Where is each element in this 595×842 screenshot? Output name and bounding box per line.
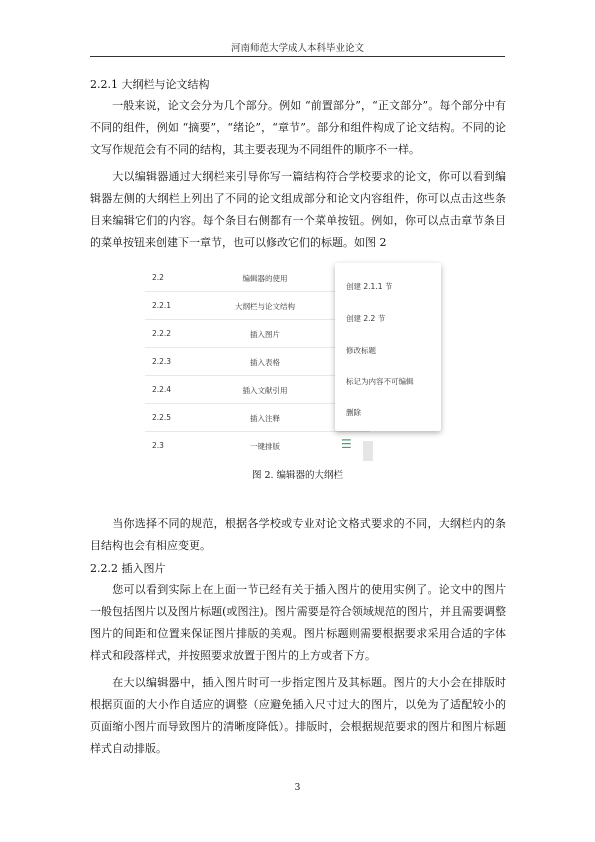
paragraph-text: 您可以看到实际上在上面一节已经有关于插入图片的使用实例了。论文中的图片一般包括图片以及图片标题(或图注)。图片需要是符合领域规范的图片，并且需要调整图片的间距和位置来保证图片排版的美观。图片标题则需要根据要求采用合适的字体样式和段落样式，并按照要求放置于图片的上方或者下方。	[90, 583, 506, 662]
menu-item-rename[interactable]: 修改标题	[346, 346, 376, 355]
paragraph	[90, 672, 506, 760]
section-heading-2-2-2: 2.2.2 插入图片	[90, 562, 166, 575]
scrollbar[interactable]	[363, 441, 373, 461]
paragraph	[90, 579, 506, 667]
paragraph-text: 一般来说，论文会分为几个部分。例如 “前置部分”，“正文部分”。每个部分中有不同的组件，例如 “摘要”，“绪论”，“章节”。部分和组件构成了论文结构。不同的论文写作规范会有不同的结构，其主要表现为不同组件的顺序不一样。	[90, 99, 506, 156]
section-heading-2-2-1: 2.2.1 大纲栏与论文结构	[90, 78, 210, 91]
paragraph-text: 大以编辑器通过大纲栏来引导你写一篇结构符合学校要求的论文，你可以看到编辑器左侧的大纲栏上列出了不同的论文组成部分和论文内容组件，你可以点击这些条目来编辑它们的内容。每个条目右侧都有一个菜单按钮。例如，你可以点击章节条目的菜单按钮来创建下一章节，也可以修改它们的标题。如图 2	[90, 170, 506, 249]
outline-row-title: 大纲栏与论文结构	[235, 302, 295, 311]
menu-item-lock-content[interactable]: 标记为内容不可编辑	[346, 377, 414, 386]
outline-row-title: 插入表格	[250, 358, 280, 367]
outline-row-number: 2.2	[152, 273, 164, 282]
outline-row-number: 2.3	[152, 441, 164, 450]
outline-row-title: 一键排版	[250, 442, 280, 451]
outline-figure	[145, 263, 447, 461]
outline-row-number: 2.2.1	[152, 301, 172, 310]
figure-caption: 图 2. 编辑器的大纲栏	[251, 470, 344, 481]
menu-icon[interactable]: ☰	[341, 437, 352, 451]
running-header: 河南师范大学成人本科毕业论文	[230, 43, 364, 54]
paragraph	[90, 513, 506, 557]
header-divider	[90, 56, 505, 57]
outline-row-number: 2.2.3	[152, 357, 172, 366]
context-menu	[335, 263, 441, 431]
paragraph-text: 当你选择不同的规范，根据各学校或专业对论文格式要求的不同，大纲栏内的条目结构也会有相应变更。	[90, 517, 506, 552]
outline-row-title: 插入注释	[250, 414, 280, 423]
outline-row-number: 2.2.5	[152, 413, 172, 422]
paragraph	[90, 95, 506, 161]
outline-row-number: 2.2.4	[152, 385, 172, 394]
paragraph	[90, 166, 506, 254]
menu-item-create-2-1-1[interactable]: 创建 2.1.1 节	[346, 282, 393, 291]
paragraph-text: 在大以编辑器中，插入图片时可一步指定图片及其标题。图片的大小会在排版时根据页面的大小作自适应的调整（应避免插入尺寸过大的图片，以免为了适配较小的页面缩小图片而导致图片的清晰度降低）。排版时，会根据规范要求的图片和图片标题样式自动排版。	[90, 676, 506, 755]
menu-item-delete[interactable]: 删除	[346, 408, 361, 417]
outline-row[interactable]	[145, 431, 370, 459]
outline-row-title: 插入图片	[250, 330, 280, 339]
outline-row-title: 插入文献引用	[242, 386, 288, 395]
outline-row-title: 编辑器的使用	[242, 274, 288, 283]
page-number: 3	[294, 783, 301, 793]
outline-row-number: 2.2.2	[152, 329, 172, 338]
menu-item-create-2-2[interactable]: 创建 2.2 节	[346, 314, 386, 323]
